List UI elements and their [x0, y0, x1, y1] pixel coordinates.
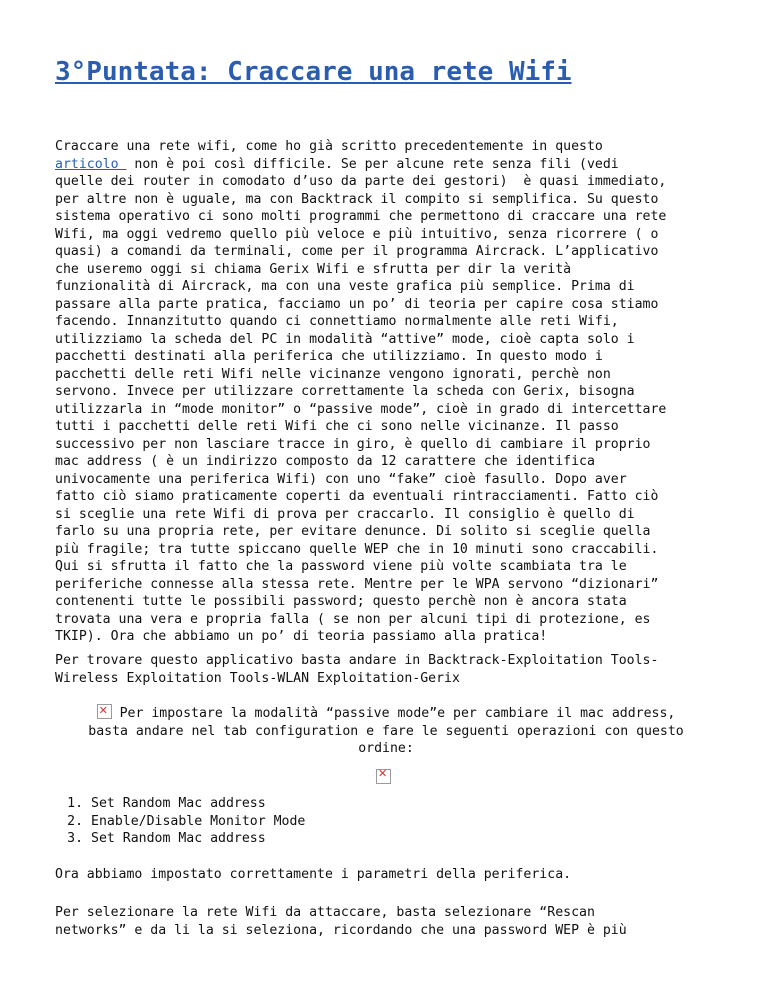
- intro-paragraph: [55, 138, 717, 646]
- intro-line-1: Craccare una rete wifi, come ho già scritto precedentemente in questo: [55, 139, 603, 154]
- status-paragraph: Ora abbiamo impostato correttamente i parametri della periferica.: [55, 867, 572, 882]
- location-paragraph: Per trovare questo applicativo basta andare in Backtrack-Exploitation Tools- Wireless Exploitation Tools-WLAN Exploitation-Gerix: [55, 653, 659, 686]
- steps-list: [55, 795, 305, 848]
- broken-image-icon: [376, 769, 391, 784]
- articolo-link[interactable]: articolo: [55, 156, 127, 172]
- intro-line-2: non è poi così difficile. Se per alcune rete senza fili (vedi: [126, 156, 619, 172]
- page-title: [55, 54, 572, 90]
- broken-image-icon: [97, 704, 112, 719]
- rescan-paragraph: Per selezionare la rete Wifi da attaccare, basta selezionare “Rescan networks” e da li la si seleziona, ricordando che una password WEP è più: [55, 905, 627, 938]
- list-item: 3. Set Random Mac address: [91, 830, 305, 848]
- configuration-line-1: Per impostare la modalità “passive mode”e per cambiare il mac address,: [111, 706, 676, 721]
- list-item: 2. Enable/Disable Monitor Mode: [91, 813, 305, 831]
- title-link[interactable]: 3°Puntata: Craccare una rete Wifi: [55, 57, 572, 87]
- configuration-paragraph: [55, 704, 717, 758]
- configuration-rest: basta andare nel tab configuration e fare le seguenti operazioni con questo ordine:: [88, 723, 684, 756]
- list-item: 1. Set Random Mac address: [91, 795, 305, 813]
- intro-rest: quelle dei router in comodato d’uso da parte dei gestori) è quasi immediato, per altre non è uguale, ma con Backtrack il compito si semplifica. Su questo sistema operativo ci sono molti programmi che permettono di craccare una rete Wifi, ma oggi vedremo quello più veloce e più intuitivo, senza ricorrere ( o quasi) a comandi da terminali, come per il programma Aircrack. L’applicativo che useremo oggi si chiama Gerix Wifi e sfrutta per dir la verità funzionalità di Aircrack, ma con una veste grafica più semplice. Prima di passare alla parte pratica, facciamo un po’ di teoria per capire cosa stiamo facendo. Innanzitutto quando ci connettiamo normalmente alle reti Wifi, utilizziamo la scheda del PC in modalità “attive” mode, cioè capta solo i pacchetti destinati alla periferica che utilizziamo. In questo modo i pacchetti delle reti Wifi nelle vicinanze vengono ignorati, perchè non servono. Invece per utilizzare correttamente la scheda con Gerix, bisogna utilizzarla in “mode monitor” o “passive mode”, cioè in grado di intercettare tutti i pacchetti delle reti Wifi che ci sono nelle vicinanze. Il passo successivo per non lasciare tracce in giro, è quello di cambiare il proprio mac address ( è un indirizzo composto da 12 carattere che identifica univocamente una periferica Wifi) con uno “fake” cioè fasullo. Dopo aver fatto ciò siamo praticamente coperti da eventuali rintracciamenti. Fatto ciò si sceglie una rete Wifi di prova per craccarlo. Il consiglio è quello di farlo su una propria rete, per evitare denunce. Di solito si sceglie quella più fragile; tra tutte spiccano quelle WEP che in 10 minuti sono craccabili. Qui si sfrutta il fatto che la password viene più volte scambiata tra le periferiche connesse alla stessa rete. Mentre per le WPA servono “dizionari” contenenti tutte le possibili password; questo perchè non è ancora stata trovata una vera e propria falla ( se non per alcuni tipi di protezione, es TKIP). Ora che abbiamo un po’ di teoria passiamo alla pratica!: [55, 174, 667, 644]
